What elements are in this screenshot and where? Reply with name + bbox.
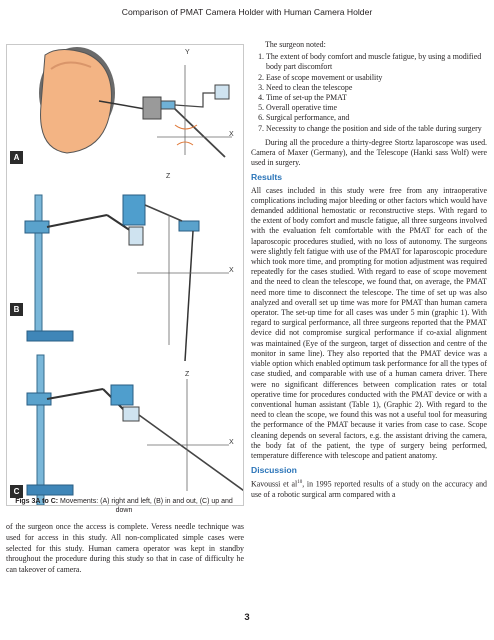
caption-text: Movements: (A) right and left, (B) in and out, (C) up and down bbox=[60, 498, 233, 514]
results-heading: Results bbox=[251, 172, 283, 183]
discussion-paragraph bbox=[251, 478, 487, 500]
axis-label-z-c: Z bbox=[185, 371, 190, 378]
figure-illustration bbox=[7, 45, 243, 505]
page-number: 3 bbox=[244, 612, 250, 623]
figure-3 bbox=[6, 44, 244, 506]
axis-label-y: Y bbox=[185, 49, 190, 56]
discussion-text: , in 1995 reported results of a study on the accuracy and use of a robotic surgical arm compared with a bbox=[251, 479, 487, 500]
panel-label-a: A bbox=[10, 151, 23, 164]
procedure-paragraph: During all the procedure a thirty-degree Stortz laparoscope was used. Camera of Maxer (Germany), and the Telescope (Hanki sass Wolf) were used in surgery. bbox=[251, 137, 487, 168]
left-body-paragraph: of the surgeon once the access is complete. Veress needle technique was used for access in this study. All non-complicated simple cases were selected for this study. Human camera operator was kept in standby throughout the procedure during this study so that in case of difficulty he can takeover of camera. bbox=[6, 522, 244, 575]
panel-label-b: B bbox=[10, 303, 23, 316]
discussion-heading: Discussion bbox=[251, 465, 297, 476]
list-item: 5. Overall operative time bbox=[266, 103, 487, 113]
running-head: Comparison of PMAT Camera Holder with Human Camera Holder bbox=[121, 7, 373, 17]
axis-label-x-b: X bbox=[229, 267, 234, 274]
figure-caption bbox=[6, 498, 242, 515]
results-paragraph: All cases included in this study were free from any intraoperative complications including major bleeding or other factors which would have demanded additional hemostatic or reconstructive steps. With regard to the extent of body comfort and muscle fatigue, all three surgeons involved with the evaluation felt comfortable with the PMAT for each of the laparoscopic procedures studied, with no loss of autonomy. The surgeons were slightly felt fatigue with use of the PMAT for laparoscopic procedure which took more time, and prompting for motion adjustment was required repeatedly for the cases studied. With regard to ease of scope movement and the need to clean the telescope, we found that, on average, the PMAT need more time to disconnect the telescope. The time of set up was also analyzed and overall set up time was more for PMAT than human camera operator. The set-up time for all cases was under 5 min (graphic 1). With regard to surgical performance, all three surgeons reported that the PMAT device did not compromise surgical performance if co-axial alignment was maintained (Eye of the surgeon, target of dissection and centre of the monitor in same line). They also reported that the PMAT device was a viable option which enabled optimum task performance for all the types of case studied, and comparable with use of a human camera driver. There were no significant differences between complication rates or total operative time for procedures conducted with the PMAT device or with a conventional human assistant (Table 1), (Graphic 2). With regard to the need to clean the scope, we found this was not a useful tool for measuring the performance of the PMAT because it varies from case to case. Scope cleaning depends on several factors, e.g. the assistant driving the camera, the body fat of the patient, the type of surgery being performed, temperature difference with telescope and patient anatomy. bbox=[251, 185, 487, 460]
panel-b-drawing bbox=[25, 195, 229, 361]
list-item: 3. Need to clean the telescope bbox=[266, 83, 487, 93]
list-item: 6. Surgical performance, and bbox=[266, 113, 487, 123]
panel-c-drawing bbox=[27, 355, 243, 505]
citation-ref: 10 bbox=[297, 480, 303, 486]
noted-list bbox=[251, 52, 487, 134]
axis-label-x-c: X bbox=[229, 439, 234, 446]
panel-a-drawing bbox=[39, 47, 232, 157]
list-item: 7. Necessity to change the position and side of the table during surgery bbox=[266, 124, 487, 134]
list-item: 4. Time of set-up the PMAT bbox=[266, 93, 487, 103]
discussion-author: Kavoussi et al bbox=[251, 479, 298, 489]
axis-label-z-b: Z bbox=[166, 173, 171, 180]
caption-label: Figs 3A to C: bbox=[15, 498, 59, 505]
list-item: 1. The extent of body comfort and muscle fatigue, by using a modified body part discomfort bbox=[266, 52, 487, 72]
surgeon-noted-intro: The surgeon noted: bbox=[265, 40, 326, 49]
list-item: 2. Ease of scope movement or usability bbox=[266, 73, 487, 83]
right-column bbox=[251, 40, 487, 500]
panel-label-c: C bbox=[10, 485, 23, 498]
axis-label-x-a: X bbox=[229, 131, 234, 138]
figure-column bbox=[6, 44, 248, 506]
